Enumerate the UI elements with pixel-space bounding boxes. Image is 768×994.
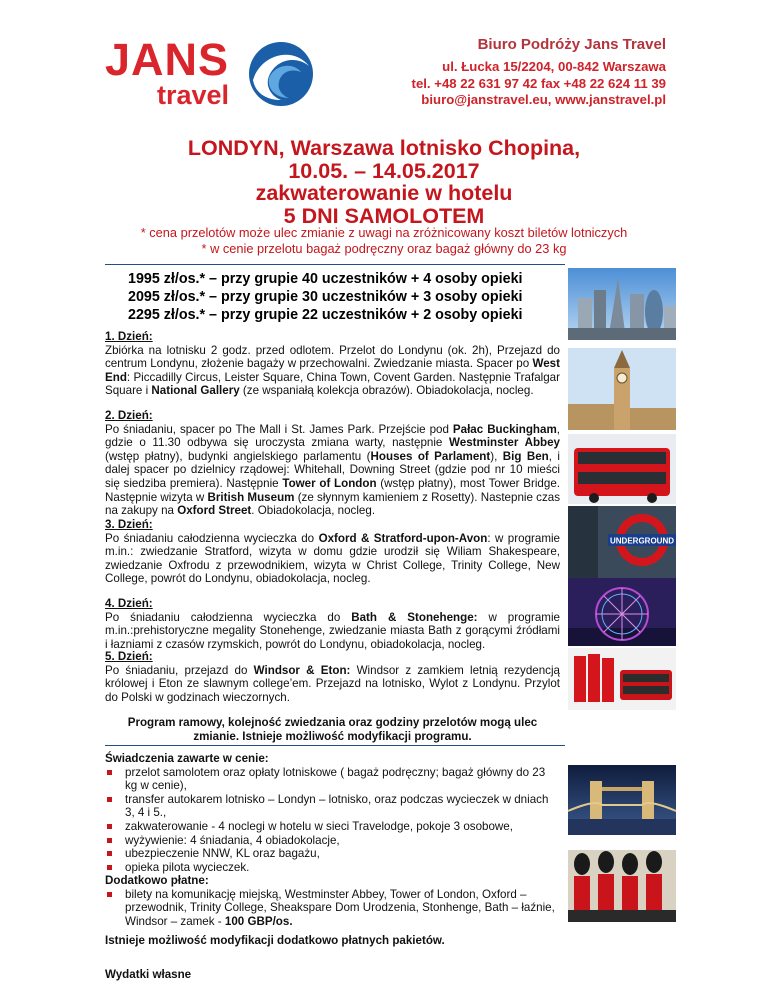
day-1-text: Zbiórka na lotnisku 2 godz. przed odlotem. Przelot do Londynu (ok. 2h), Przejazd do centrum Londynu, złożenie bagaży w przechowalni. Zwiedzanie miasta. Spacer po West End: Piccadilly Circus, Leister Square, China Town, Covent Garden. Następnie Trafalgar Square i National Gallery (ze wspaniałą kolekcja obrazów). Obiadokolacja, nocleg. — [105, 343, 560, 398]
trip-title — [100, 137, 668, 227]
divider-bottom — [105, 745, 565, 746]
list-item: bilety na komunikację miejską, Westminster Abbey, Tower of London, Oxford – przewodnik, Trinity College, Sheakspare Dom Urodzenia, Stonhenge, Bath – łaźnie, Windsor – zamek - 100 GBP/os. — [105, 888, 560, 929]
day-2-text: Po śniadaniu, spacer po The Mall i St. James Park. Przejście pod Pałac Buckingham, gdzie o 11.30 odbywa się uroczysta zmiana warty, następnie Westminster Abbey (wstęp płatny), budynki angielskiego parlamentu (Houses of Parlament), Big Ben, i dalej spacer po dzielnicy rządowej: Whitehall, Downing Street (gdzie pod nr 10 mieści się siedziba premiera). Następnie Tower of London (wstęp płatny), most Tower Bridge. Następnie wizyta w British Museum (ze słynnym kamieniem z Rosetty). Nastepnie czas na zakupy na Oxford Street. Obiadokolacja, nocleg. — [105, 422, 561, 518]
extra-heading: Dodatkowo płatne: — [105, 874, 209, 887]
day-3-text: Po śniadaniu całodzienna wycieczka do Oxford & Stratford-upon-Avon: w programie m.in.: zwiedzanie Stratford, wizyta w domu gdzie urodził się Wiliam Shakespeare, zwiedzanie Oxfrodu z przewodnikiem, wizyta w Christ College, Trinity College, New College, powrót do Londynu, obiadokolacja, nocleg. — [105, 531, 561, 586]
day-1 — [105, 330, 560, 398]
underground-sign-text: UNDERGROUND — [610, 536, 674, 546]
photo-underground-sign — [568, 506, 676, 578]
program-note — [105, 716, 560, 743]
program-note-line-1: Program ramowy, kolejność zwiedzania oraz godziny przelotów mogą ulec — [127, 716, 538, 729]
title-line-2: 10.05. – 14.05.2017 — [288, 158, 480, 183]
day-5-title: 5. Dzień: — [105, 650, 153, 663]
photo-london-eye — [568, 578, 676, 646]
photo-phone-boxes-bus — [568, 648, 676, 710]
day-1-title: 1. Dzień: — [105, 330, 153, 343]
agency-phone: tel. +48 22 631 97 42 fax +48 22 624 11 39 — [411, 75, 666, 91]
day-5-text: Po śniadaniu, przejazd do Windsor & Eton: Windsor z zamkiem letnią rezydencją królowej i Eton ze slawnym college’em. Przejazd na lotnisko, Wylot z Londynu. Przylot do Polski w godzinach wieczornych. — [105, 663, 561, 704]
note-1: * cena przelotów może ulec zmianie z uwagi na zróżnicowany koszt biletów lotniczych — [140, 225, 628, 240]
list-item: przelot samolotem oraz opłaty lotniskowe ( bagaż podręczny; bagaż główny do 23 kg w cenie), — [105, 766, 560, 793]
day-3 — [105, 518, 560, 586]
list-item: transfer autokarem lotnisko – Londyn – lotnisko, oraz podczas wycieczek w dniach 3, 4 i 5., — [105, 793, 560, 820]
photo-london-skyline — [568, 268, 676, 340]
program-note-line-2: zmianie. Istnieje możliwość modyfikacji programu. — [193, 729, 472, 743]
modification-note: Istnieje możliwość modyfikacji dodatkowo płatnych pakietów. — [105, 934, 445, 947]
agency-name: Biuro Podróży Jans Travel — [477, 36, 666, 53]
agency-address: ul. Łucka 15/2204, 00-842 Warszawa — [442, 59, 666, 74]
agency-email-web: biuro@janstravel.eu, www.janstravel.pl — [421, 92, 666, 107]
photo-red-bus — [568, 434, 676, 504]
photo-tower-bridge — [568, 765, 676, 835]
title-line-4: 5 DNI SAMOLOTEM — [283, 203, 485, 228]
own-expenses-heading: Wydatki własne — [105, 968, 192, 981]
title-line-3: zakwaterowanie w hotelu — [255, 181, 513, 205]
day-4-title: 4. Dzień: — [105, 597, 153, 610]
price-option-3: 2295 zł/os.* – przy grupie 22 uczestników + 2 osoby opieki — [128, 307, 523, 323]
note-2: * w cenie przelotu bagaż podręczny oraz bagaż główny do 23 kg — [201, 241, 567, 256]
price-list — [128, 270, 523, 324]
divider-top — [105, 264, 565, 265]
list-item: wyżywienie: 4 śniadania, 4 obiadokolacje, — [105, 834, 560, 848]
photo-big-ben — [568, 348, 676, 430]
jans-travel-logo — [105, 34, 315, 112]
list-item: opieka pilota wycieczek. — [105, 861, 560, 875]
photo-royal-guards — [568, 850, 676, 922]
price-option-1: 1995 zł/os.* – przy grupie 40 uczestników + 4 osoby opieki — [128, 271, 523, 287]
list-item: ubezpieczenie NNW, KL oraz bagażu, — [105, 847, 560, 861]
day-4 — [105, 597, 560, 651]
day-5 — [105, 650, 560, 704]
extra-paid-section — [105, 874, 560, 928]
included-section — [105, 752, 560, 874]
day-2 — [105, 409, 560, 518]
title-line-1: LONDYN, Warszawa lotnisko Chopina, — [187, 136, 581, 160]
price-notes — [100, 225, 668, 257]
logo-main-text: JANS — [105, 34, 230, 85]
included-list — [105, 766, 560, 875]
included-heading: Świadczenia zawarte w cenie: — [105, 752, 269, 765]
day-4-text: Po śniadaniu całodzienna wycieczka do Bath & Stonehenge: w programie m.in.:prehistoryczne megality Stonehenge, zwiedzanie miasta Bath z gorącymi źródłami i łazniami z czasów rzymskich, powrót do Londynu, obiadokolacja, nocleg. — [105, 610, 560, 651]
extra-list — [105, 888, 560, 929]
day-2-title: 2. Dzień: — [105, 409, 153, 422]
list-item: zakwaterowanie - 4 noclegi w hotelu w sieci Travelodge, pokoje 3 osobowe, — [105, 820, 560, 834]
agency-contact — [376, 36, 666, 109]
wave-logo-icon — [247, 40, 315, 108]
day-3-title: 3. Dzień: — [105, 518, 153, 531]
logo-sub-text: travel — [157, 80, 230, 110]
price-option-2: 2095 zł/os.* – przy grupie 30 uczestników + 3 osoby opieki — [128, 289, 523, 305]
